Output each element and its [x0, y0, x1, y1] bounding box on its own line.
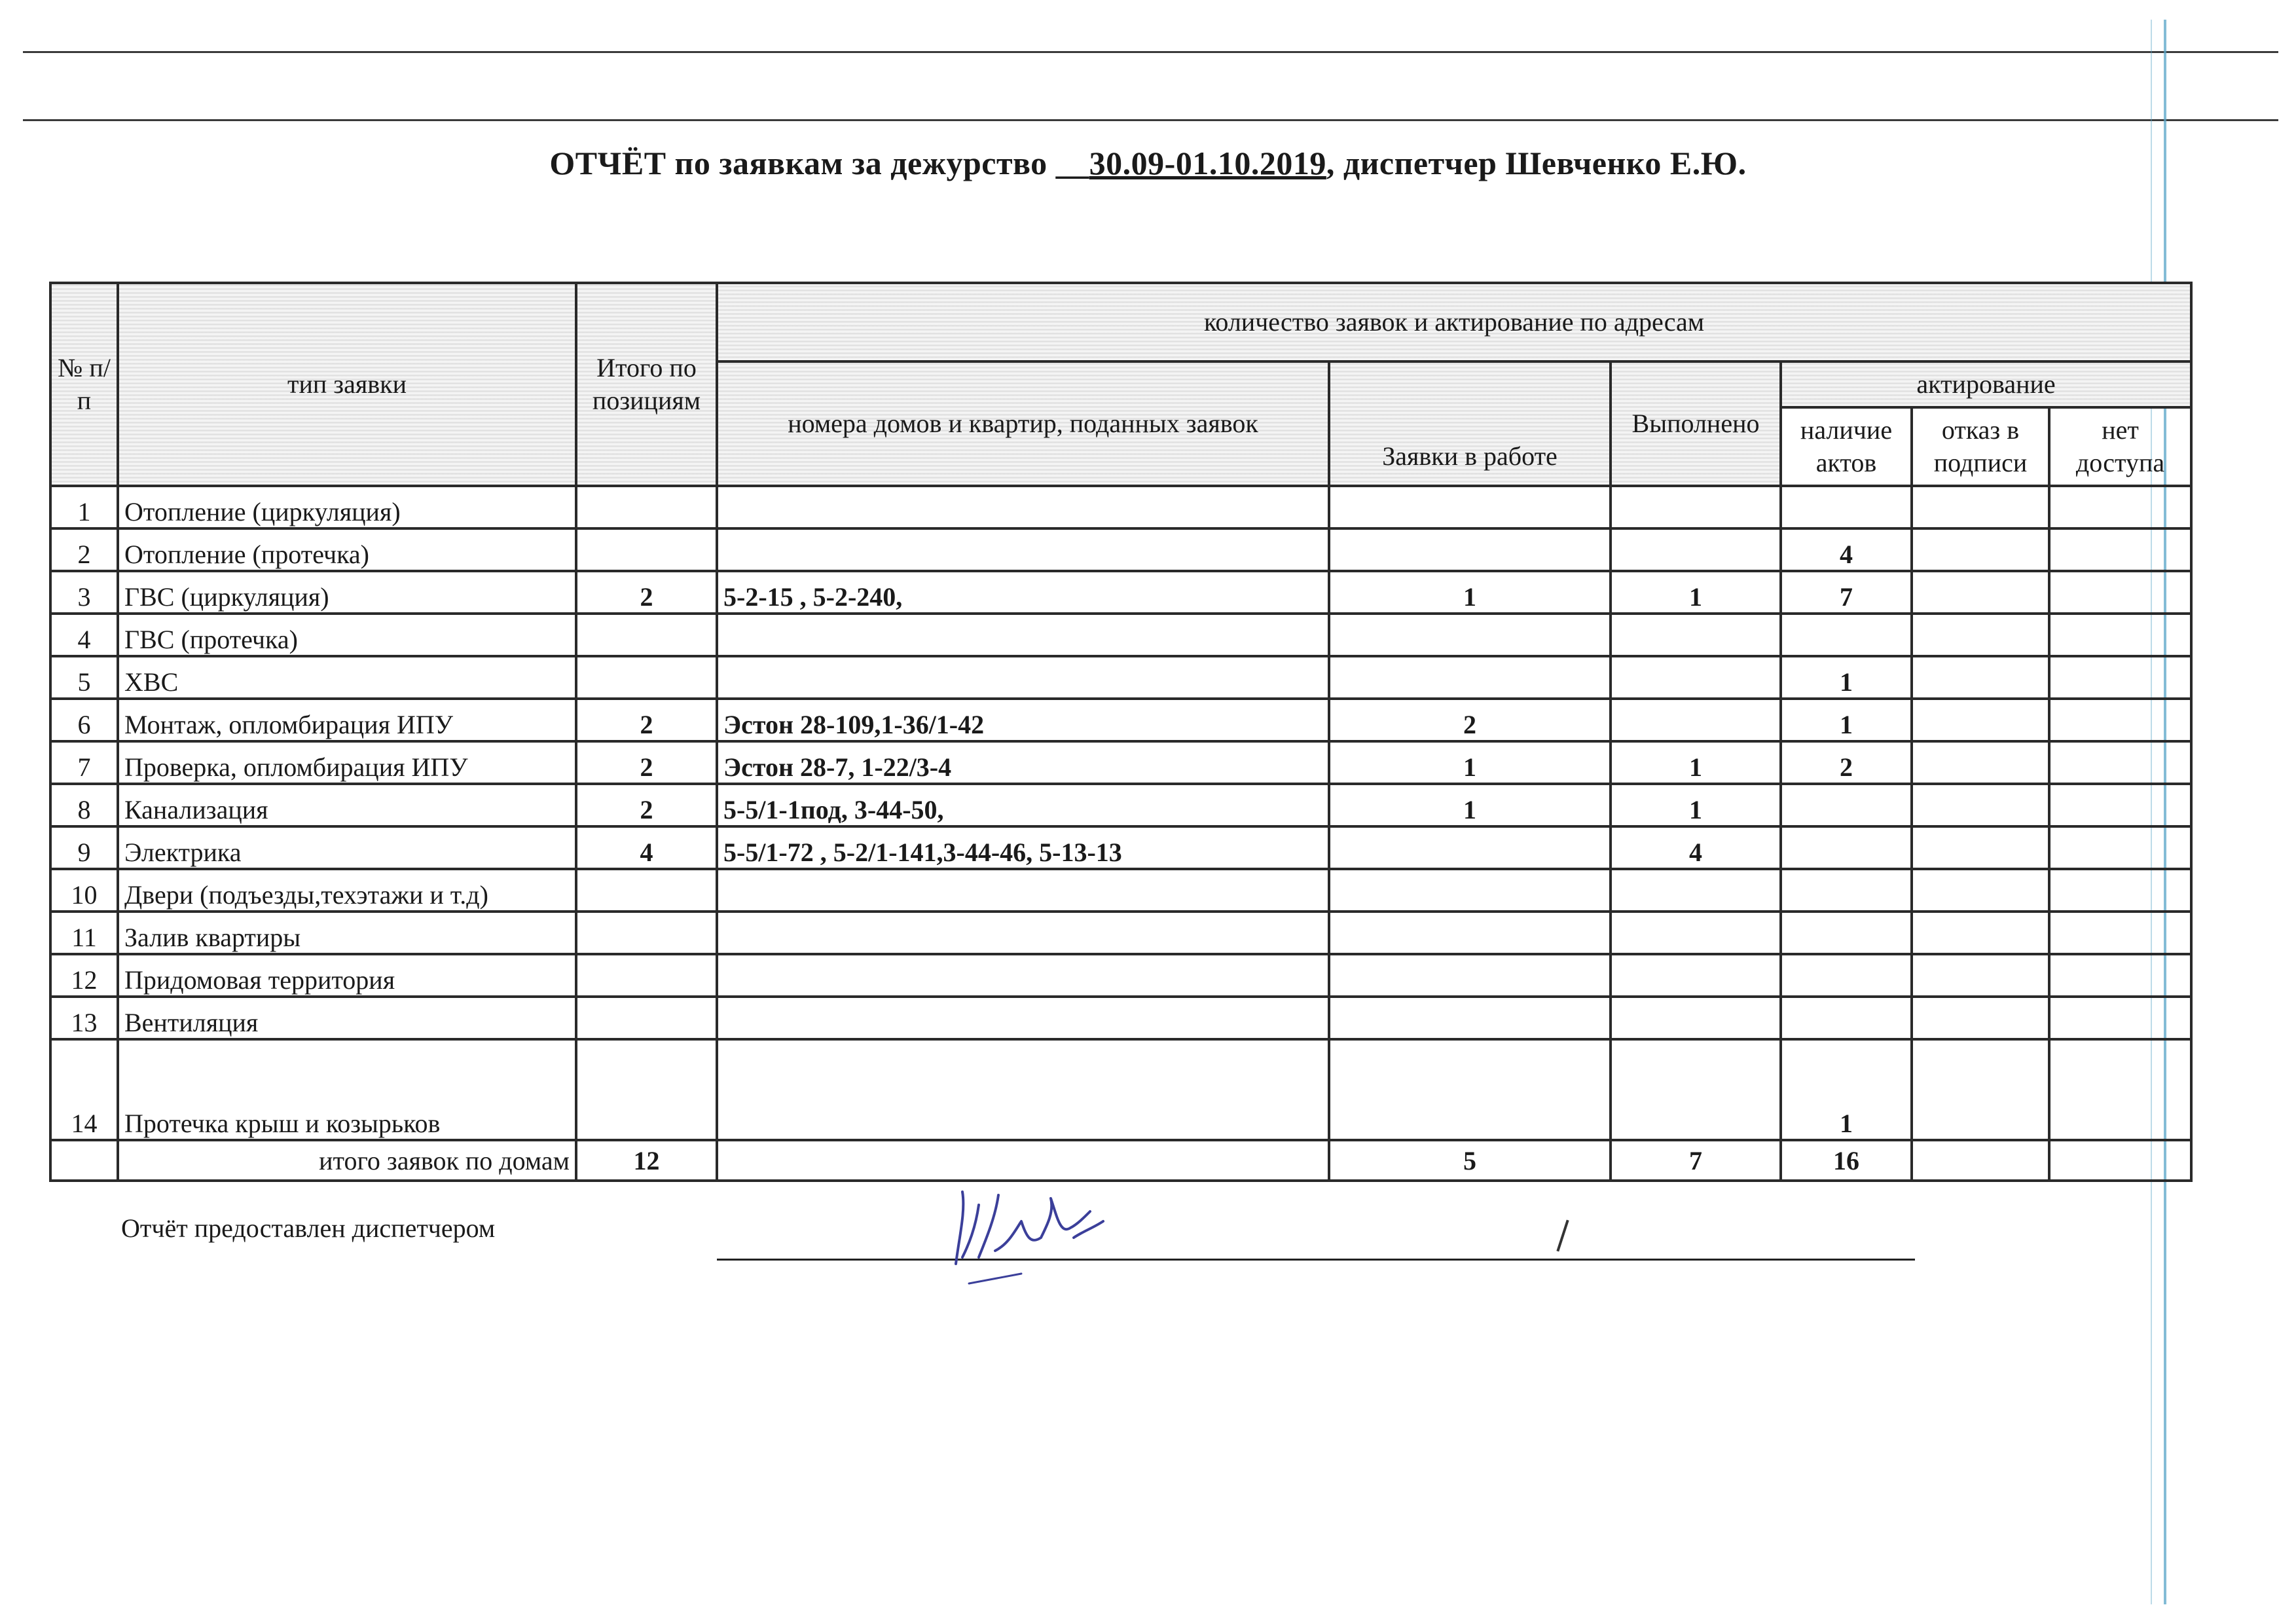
row-no-access-cell [2049, 528, 2191, 571]
handwritten-signature [943, 1166, 1113, 1290]
table-row [50, 656, 2191, 699]
row-acts-cell: 4 [1781, 528, 1912, 571]
row-no-access-cell [2049, 486, 2191, 528]
row-in-work-cell [1329, 997, 1611, 1039]
footer-label: Отчёт предоставлен диспетчером [121, 1213, 496, 1243]
row-num-cell: 5 [50, 656, 118, 699]
header-no-access: нет доступа [2049, 407, 2191, 486]
row-addresses-cell [717, 912, 1329, 954]
row-acts-cell [1781, 486, 1912, 528]
row-total-cell [576, 656, 717, 699]
row-in-work-cell [1329, 614, 1611, 656]
table-row [50, 826, 2191, 869]
report-table [49, 282, 2193, 1182]
header-in-work: Заявки в работе [1329, 361, 1611, 486]
row-in-work-cell [1329, 826, 1611, 869]
row-refusal-cell [1912, 826, 2049, 869]
row-no-access-cell [2049, 997, 2191, 1039]
row-no-access-cell [2049, 699, 2191, 741]
row-refusal-cell [1912, 869, 2049, 912]
row-num-cell: 4 [50, 614, 118, 656]
row-total-cell [576, 997, 717, 1039]
row-acts-cell: 7 [1781, 571, 1912, 614]
row-done-cell: 1 [1611, 571, 1781, 614]
top-rule-1 [23, 51, 2278, 53]
header-done: Выполнено [1611, 361, 1781, 486]
row-done-cell [1611, 1039, 1781, 1140]
total-done-cell: 7 [1611, 1140, 1781, 1181]
row-no-access-cell [2049, 741, 2191, 784]
row-refusal-cell [1912, 912, 2049, 954]
total-num-cell [50, 1140, 118, 1181]
row-no-access-cell [2049, 869, 2191, 912]
total-row [50, 1140, 2191, 1181]
row-refusal-cell [1912, 571, 2049, 614]
row-refusal-cell [1912, 656, 2049, 699]
row-no-access-cell [2049, 656, 2191, 699]
row-total-cell [576, 486, 717, 528]
table-body [50, 486, 2191, 1181]
row-num-cell: 2 [50, 528, 118, 571]
row-num-cell: 8 [50, 784, 118, 826]
signature-line [717, 1259, 1915, 1261]
row-no-access-cell [2049, 912, 2191, 954]
title-dates: 30.09-01.10.2019 [1089, 145, 1326, 181]
row-done-cell [1611, 869, 1781, 912]
title-suffix: , диспетчер Шевченко Е.Ю. [1326, 145, 1747, 181]
row-num-cell: 9 [50, 826, 118, 869]
row-addresses-cell [717, 954, 1329, 997]
row-acts-cell [1781, 784, 1912, 826]
row-addresses-cell [717, 997, 1329, 1039]
row-addresses-cell: Эстон 28-109,1-36/1-42 [717, 699, 1329, 741]
total-label: итого заявок по домам [118, 1140, 576, 1181]
table-row [50, 741, 2191, 784]
total-in-work-cell: 5 [1329, 1140, 1611, 1181]
row-type-cell: Канализация [118, 784, 576, 826]
row-num-cell: 1 [50, 486, 118, 528]
row-total-cell [576, 954, 717, 997]
row-type-cell: Монтаж, опломбирация ИПУ [118, 699, 576, 741]
row-acts-cell: 2 [1781, 741, 1912, 784]
row-addresses-cell [717, 869, 1329, 912]
row-total-cell: 2 [576, 699, 717, 741]
row-in-work-cell [1329, 528, 1611, 571]
row-refusal-cell [1912, 1039, 2049, 1140]
table-row [50, 997, 2191, 1039]
row-in-work-cell [1329, 869, 1611, 912]
row-addresses-cell: 5-2-15 , 5-2-240, [717, 571, 1329, 614]
row-addresses-cell: Эстон 28-7, 1-22/3-4 [717, 741, 1329, 784]
table-row [50, 912, 2191, 954]
row-num-cell: 7 [50, 741, 118, 784]
row-refusal-cell [1912, 954, 2049, 997]
row-done-cell: 1 [1611, 784, 1781, 826]
row-total-cell [576, 614, 717, 656]
table-row [50, 954, 2191, 997]
row-done-cell [1611, 486, 1781, 528]
row-in-work-cell [1329, 1039, 1611, 1140]
row-in-work-cell [1329, 486, 1611, 528]
total-acts-cell: 16 [1781, 1140, 1912, 1181]
top-rule-2 [23, 119, 2278, 121]
row-type-cell: Проверка, опломбирация ИПУ [118, 741, 576, 784]
table-row [50, 486, 2191, 528]
row-type-cell: Вентиляция [118, 997, 576, 1039]
row-refusal-cell [1912, 741, 2049, 784]
header-addresses: номера домов и квартир, поданных заявок [717, 361, 1329, 486]
header-refusal: отказ в подписи [1912, 407, 2049, 486]
table-row [50, 528, 2191, 571]
row-total-cell [576, 528, 717, 571]
row-type-cell: Двери (подъезды,техэтажи и т.д) [118, 869, 576, 912]
row-num-cell: 14 [50, 1039, 118, 1140]
row-type-cell: ГВС (протечка) [118, 614, 576, 656]
row-type-cell: Отопление (циркуляция) [118, 486, 576, 528]
table-row [50, 869, 2191, 912]
row-acts-cell: 1 [1781, 699, 1912, 741]
header-group: количество заявок и актирование по адресам [717, 283, 2191, 361]
row-done-cell [1611, 954, 1781, 997]
table-row [50, 1039, 2191, 1140]
row-acts-cell [1781, 826, 1912, 869]
row-refusal-cell [1912, 784, 2049, 826]
row-done-cell [1611, 656, 1781, 699]
row-addresses-cell [717, 528, 1329, 571]
row-in-work-cell [1329, 912, 1611, 954]
row-addresses-cell: 5-5/1-1под, 3-44-50, [717, 784, 1329, 826]
row-num-cell: 6 [50, 699, 118, 741]
table-row [50, 784, 2191, 826]
row-refusal-cell [1912, 997, 2049, 1039]
row-total-cell: 2 [576, 571, 717, 614]
row-acts-cell: 1 [1781, 656, 1912, 699]
row-num-cell: 3 [50, 571, 118, 614]
row-type-cell: Протечка крыш и козырьков [118, 1039, 576, 1140]
row-no-access-cell [2049, 784, 2191, 826]
row-in-work-cell [1329, 656, 1611, 699]
row-type-cell: Электрика [118, 826, 576, 869]
row-addresses-cell [717, 486, 1329, 528]
row-addresses-cell [717, 1039, 1329, 1140]
row-in-work-cell: 1 [1329, 741, 1611, 784]
header-acting: актирование [1781, 361, 2191, 407]
row-acts-cell [1781, 954, 1912, 997]
table-row [50, 614, 2191, 656]
row-in-work-cell: 1 [1329, 784, 1611, 826]
title-prefix: ОТЧЁТ по заявкам за дежурство __ [549, 145, 1089, 181]
header-total-by-position: Итого по позициям [576, 283, 717, 486]
header-acts-present: наличие актов [1781, 407, 1912, 486]
row-no-access-cell [2049, 1039, 2191, 1140]
row-num-cell: 11 [50, 912, 118, 954]
row-done-cell: 4 [1611, 826, 1781, 869]
table-row [50, 699, 2191, 741]
row-num-cell: 12 [50, 954, 118, 997]
row-done-cell: 1 [1611, 741, 1781, 784]
total-by-position-cell: 12 [576, 1140, 717, 1181]
row-done-cell [1611, 614, 1781, 656]
row-no-access-cell [2049, 614, 2191, 656]
row-acts-cell [1781, 997, 1912, 1039]
row-total-cell: 4 [576, 826, 717, 869]
row-total-cell: 2 [576, 784, 717, 826]
row-total-cell [576, 869, 717, 912]
row-acts-cell: 1 [1781, 1039, 1912, 1140]
row-acts-cell [1781, 912, 1912, 954]
row-refusal-cell [1912, 699, 2049, 741]
row-refusal-cell [1912, 614, 2049, 656]
row-in-work-cell [1329, 954, 1611, 997]
table-row [50, 571, 2191, 614]
row-total-cell [576, 912, 717, 954]
row-total-cell [576, 1039, 717, 1140]
row-done-cell [1611, 912, 1781, 954]
row-no-access-cell [2049, 571, 2191, 614]
row-done-cell [1611, 528, 1781, 571]
row-num-cell: 10 [50, 869, 118, 912]
row-done-cell [1611, 699, 1781, 741]
row-no-access-cell [2049, 954, 2191, 997]
row-no-access-cell [2049, 826, 2191, 869]
total-no-access-cell [2049, 1140, 2191, 1181]
header-type: тип заявки [118, 283, 576, 486]
row-refusal-cell [1912, 486, 2049, 528]
total-refusal-cell [1912, 1140, 2049, 1181]
tick-mark [1556, 1220, 1569, 1252]
row-addresses-cell: 5-5/1-72 , 5-2/1-141,3-44-46, 5-13-13 [717, 826, 1329, 869]
row-num-cell: 13 [50, 997, 118, 1039]
row-addresses-cell [717, 656, 1329, 699]
row-done-cell [1611, 997, 1781, 1039]
report-title [0, 144, 2296, 182]
row-type-cell: Залив квартиры [118, 912, 576, 954]
row-type-cell: Придомовая территория [118, 954, 576, 997]
row-addresses-cell [717, 614, 1329, 656]
row-type-cell: Отопление (протечка) [118, 528, 576, 571]
row-acts-cell [1781, 869, 1912, 912]
row-in-work-cell: 2 [1329, 699, 1611, 741]
row-in-work-cell: 1 [1329, 571, 1611, 614]
row-acts-cell [1781, 614, 1912, 656]
header-num: № п/п [50, 283, 118, 486]
row-type-cell: ХВС [118, 656, 576, 699]
row-total-cell: 2 [576, 741, 717, 784]
row-type-cell: ГВС (циркуляция) [118, 571, 576, 614]
row-refusal-cell [1912, 528, 2049, 571]
